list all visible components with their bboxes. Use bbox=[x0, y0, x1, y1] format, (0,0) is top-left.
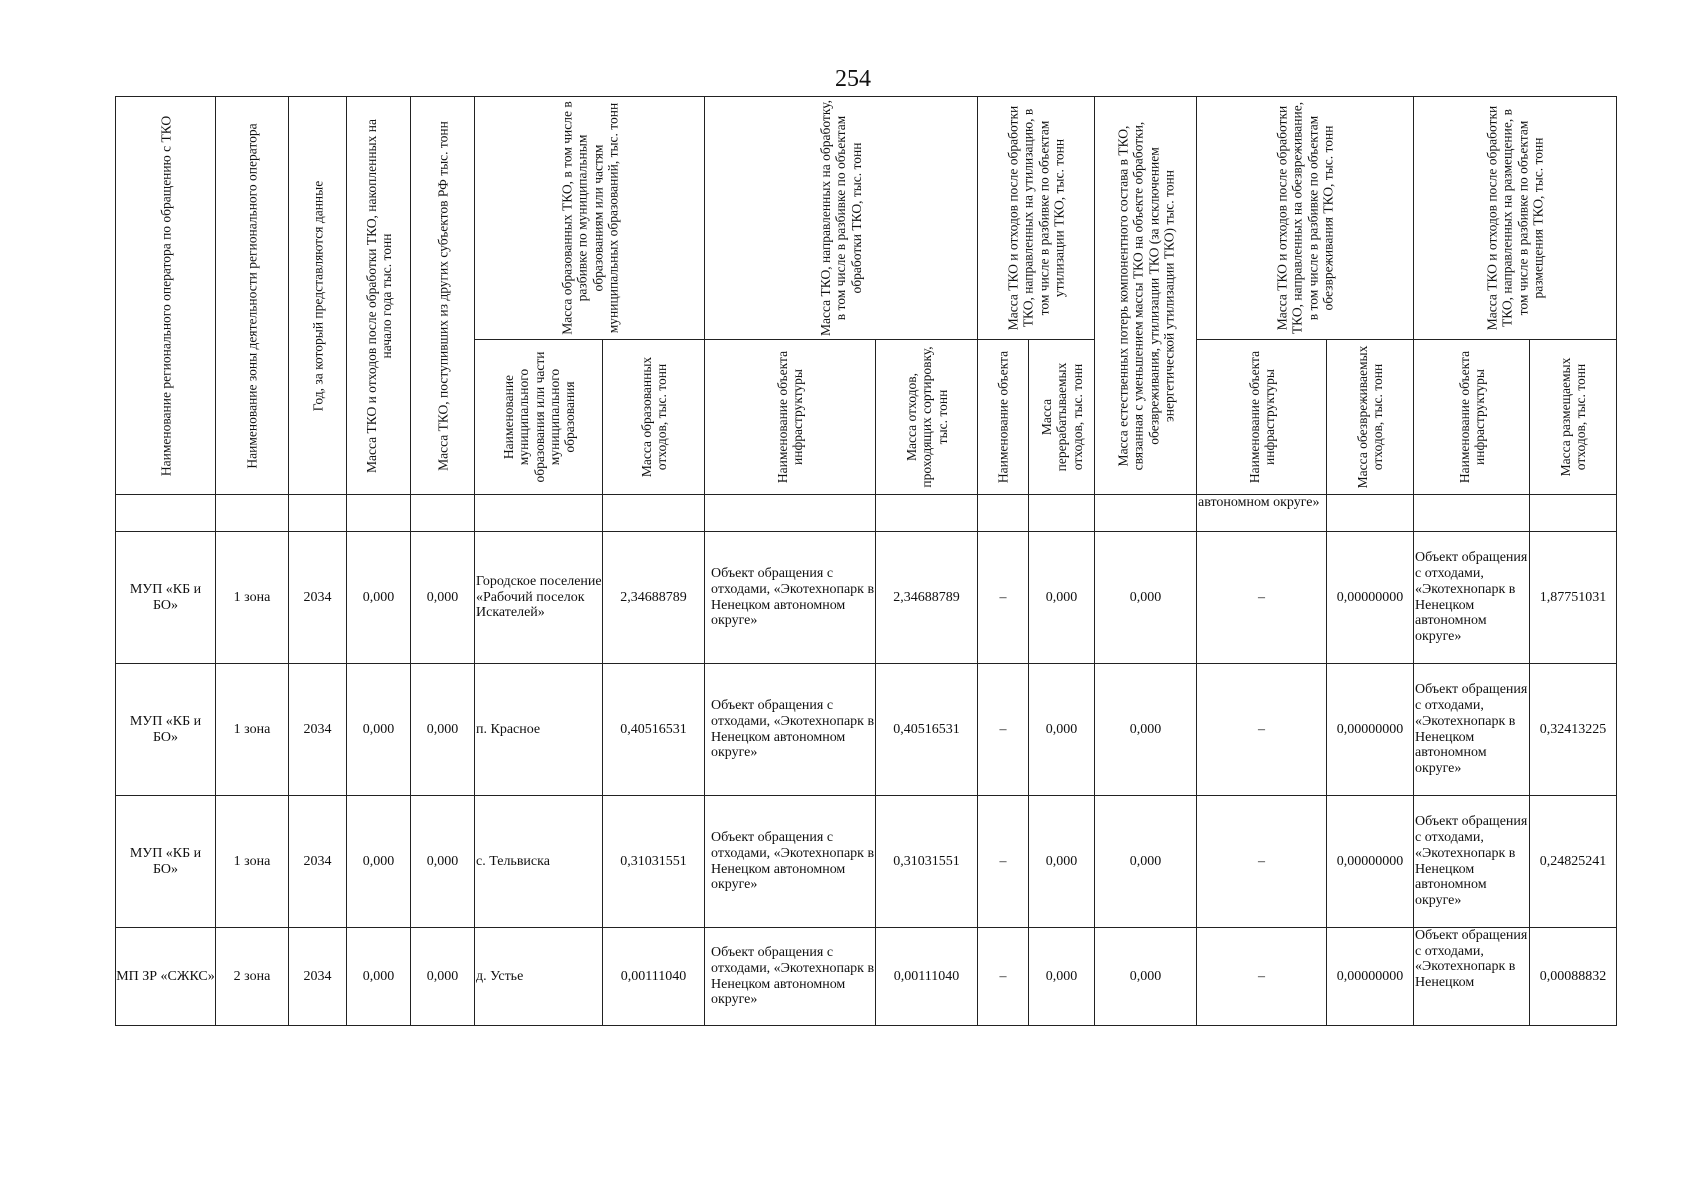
infra-processing-cell: Объект обращения с отходами, «Экотехнопарк в Ненецком автономном округе» bbox=[705, 532, 876, 664]
mass-start-cell: 0,000 bbox=[347, 532, 411, 664]
page-number: 254 bbox=[835, 66, 871, 92]
zone-cell: 1 зона bbox=[216, 664, 289, 796]
year-cell: 2034 bbox=[289, 664, 347, 796]
mass-placed-cell: 0,32413225 bbox=[1530, 664, 1617, 796]
header-sub-mass-placed: Масса размещаемых отходов, тыс. тонн bbox=[1530, 340, 1617, 495]
header-group-neutralization: Масса ТКО и отходов после обработки ТКО, направленных на обезвреживание, в том числе в разбивке по объектам обезвреживания ТКО, тыс. тонн bbox=[1197, 97, 1414, 340]
zone-cell: 1 зона bbox=[216, 796, 289, 928]
header-natural-losses: Масса естественных потерь компонентного состава в ТКО, связанная с уменьшением массы ТКО на объекте обработки, обезвреживания, утилизации ТКО (за исключением энергетической утилизации ТКО) тыс. тонн bbox=[1095, 97, 1197, 495]
continuation-row bbox=[116, 495, 1617, 532]
header-sub-municipality: Наименование муниципального образования или части муниципального образования bbox=[475, 340, 603, 495]
municipality-cell: Городское поселение «Рабочий поселок Искателей» bbox=[475, 532, 603, 664]
mass-other-cell: 0,000 bbox=[411, 796, 475, 928]
header-row-main bbox=[116, 97, 1617, 340]
header-sub-infra-placement: Наименование объекта инфраструктуры bbox=[1414, 340, 1530, 495]
municipality-cell: с. Тельвиска bbox=[475, 796, 603, 928]
util-object-cell: – bbox=[978, 796, 1029, 928]
mass-other-cell: 0,000 bbox=[411, 532, 475, 664]
header-operator: Наименование регионального оператора по обращению с ТКО bbox=[116, 97, 216, 495]
mass-formed-cell: 0,00111040 bbox=[603, 928, 705, 1026]
natural-losses-cell: 0,000 bbox=[1095, 796, 1197, 928]
util-object-cell: – bbox=[978, 532, 1029, 664]
mass-recycled-cell: 0,000 bbox=[1029, 796, 1095, 928]
continuation-cell: автономном округе» bbox=[1197, 495, 1327, 532]
mass-recycled-cell: 0,000 bbox=[1029, 532, 1095, 664]
operator-cell: МУП «КБ и БО» bbox=[116, 532, 216, 664]
infra-placement-cell: Объект обращения с отходами, «Экотехнопарк в Ненецком bbox=[1414, 928, 1530, 1026]
header-mass-start: Масса ТКО и отходов после обработки ТКО, накопленных на начало года тыс. тонн bbox=[347, 97, 411, 495]
mass-neutralized-cell: 0,00000000 bbox=[1327, 664, 1414, 796]
mass-neutralized-cell: 0,00000000 bbox=[1327, 532, 1414, 664]
mass-formed-cell: 2,34688789 bbox=[603, 532, 705, 664]
header-sub-mass-sorting: Масса отходов, проходящих сортировку, тыс. тонн bbox=[876, 340, 978, 495]
mass-other-cell: 0,000 bbox=[411, 664, 475, 796]
operator-cell: МП ЗР «СЖКС» bbox=[116, 928, 216, 1026]
mass-recycled-cell: 0,000 bbox=[1029, 664, 1095, 796]
header-sub-mass-recycled: Масса перерабатываемых отходов, тыс. тонн bbox=[1029, 340, 1095, 495]
zone-cell: 1 зона bbox=[216, 532, 289, 664]
header-sub-infra-neutralization: Наименование объекта инфраструктуры bbox=[1197, 340, 1327, 495]
mass-formed-cell: 0,31031551 bbox=[603, 796, 705, 928]
header-sub-mass-formed: Масса образованных отходов, тыс. тонн bbox=[603, 340, 705, 495]
mass-formed-cell: 0,40516531 bbox=[603, 664, 705, 796]
mass-neutralized-cell: 0,00000000 bbox=[1327, 928, 1414, 1026]
header-group-placement: Масса ТКО и отходов после обработки ТКО, направленных на размещение, в том числе в разбивке по объектам размещения ТКО, тыс. тонн bbox=[1414, 97, 1617, 340]
mass-start-cell: 0,000 bbox=[347, 664, 411, 796]
table-row bbox=[116, 532, 1617, 664]
infra-processing-cell: Объект обращения с отходами, «Экотехнопарк в Ненецком автономном округе» bbox=[705, 796, 876, 928]
natural-losses-cell: 0,000 bbox=[1095, 532, 1197, 664]
mass-placed-cell: 1,87751031 bbox=[1530, 532, 1617, 664]
header-year: Год, за который представляются данные bbox=[289, 97, 347, 495]
table-row bbox=[116, 796, 1617, 928]
infra-neutralization-cell: – bbox=[1197, 928, 1327, 1026]
waste-data-table bbox=[115, 96, 1617, 1026]
mass-other-cell: 0,000 bbox=[411, 928, 475, 1026]
mass-neutralized-cell: 0,00000000 bbox=[1327, 796, 1414, 928]
infra-processing-cell: Объект обращения с отходами, «Экотехнопарк в Ненецком автономном округе» bbox=[705, 928, 876, 1026]
infra-placement-cell: Объект обращения с отходами, «Экотехнопарк в Ненецком автономном округе» bbox=[1414, 532, 1530, 664]
util-object-cell: – bbox=[978, 928, 1029, 1026]
mass-sorting-cell: 0,00111040 bbox=[876, 928, 978, 1026]
header-sub-object-name: Наименование объекта bbox=[978, 340, 1029, 495]
header-mass-other-subjects: Масса ТКО, поступивших из других субъектов РФ тыс. тонн bbox=[411, 97, 475, 495]
mass-start-cell: 0,000 bbox=[347, 796, 411, 928]
operator-cell: МУП «КБ и БО» bbox=[116, 796, 216, 928]
natural-losses-cell: 0,000 bbox=[1095, 928, 1197, 1026]
infra-processing-cell: Объект обращения с отходами, «Экотехнопарк в Ненецком автономном округе» bbox=[705, 664, 876, 796]
municipality-cell: д. Устье bbox=[475, 928, 603, 1026]
infra-neutralization-cell: – bbox=[1197, 532, 1327, 664]
header-group-utilization: Масса ТКО и отходов после обработки ТКО, направленных на утилизацию, в том числе в разбивке по объектам утилизации ТКО, тыс. тонн bbox=[978, 97, 1095, 340]
municipality-cell: п. Красное bbox=[475, 664, 603, 796]
infra-placement-cell: Объект обращения с отходами, «Экотехнопарк в Ненецком автономном округе» bbox=[1414, 796, 1530, 928]
year-cell: 2034 bbox=[289, 796, 347, 928]
mass-start-cell: 0,000 bbox=[347, 928, 411, 1026]
header-zone: Наименование зоны деятельности регионального оператора bbox=[216, 97, 289, 495]
natural-losses-cell: 0,000 bbox=[1095, 664, 1197, 796]
util-object-cell: – bbox=[978, 664, 1029, 796]
header-sub-mass-neutralized: Масса обезвреживаемых отходов, тыс. тонн bbox=[1327, 340, 1414, 495]
zone-cell: 2 зона bbox=[216, 928, 289, 1026]
infra-neutralization-cell: – bbox=[1197, 796, 1327, 928]
mass-sorting-cell: 0,31031551 bbox=[876, 796, 978, 928]
operator-cell: МУП «КБ и БО» bbox=[116, 664, 216, 796]
mass-placed-cell: 0,24825241 bbox=[1530, 796, 1617, 928]
infra-neutralization-cell: – bbox=[1197, 664, 1327, 796]
year-cell: 2034 bbox=[289, 532, 347, 664]
table-row bbox=[116, 928, 1617, 1026]
header-group-processing: Масса ТКО, направленных на обработку, в том числе в разбивке по объектам обработки ТКО, тыс. тонн bbox=[705, 97, 978, 340]
header-sub-infra-processing: Наименование объекта инфраструктуры bbox=[705, 340, 876, 495]
header-group-formed: Масса образованных ТКО, в том числе в разбивке по муниципальным образованиям или частям муниципальных образований, тыс. тонн bbox=[475, 97, 705, 340]
mass-recycled-cell: 0,000 bbox=[1029, 928, 1095, 1026]
mass-placed-cell: 0,00088832 bbox=[1530, 928, 1617, 1026]
year-cell: 2034 bbox=[289, 928, 347, 1026]
infra-placement-cell: Объект обращения с отходами, «Экотехнопарк в Ненецком автономном округе» bbox=[1414, 664, 1530, 796]
mass-sorting-cell: 0,40516531 bbox=[876, 664, 978, 796]
table-row bbox=[116, 664, 1617, 796]
mass-sorting-cell: 2,34688789 bbox=[876, 532, 978, 664]
